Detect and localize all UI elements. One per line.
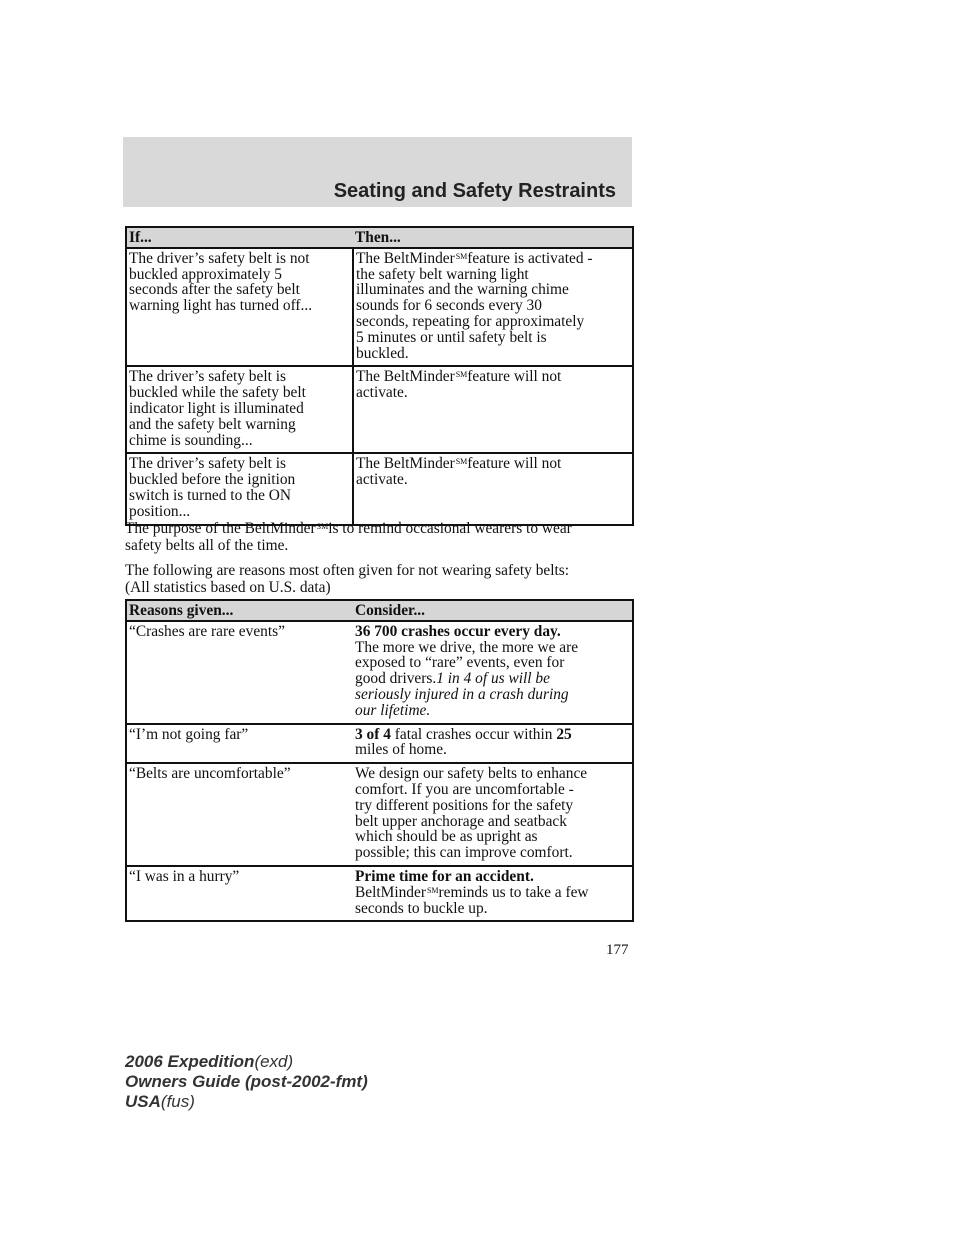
- condition-cell: [126, 366, 353, 453]
- beltminder-text: The BeltMinder: [356, 368, 455, 386]
- consider-cell: [353, 866, 633, 921]
- cell-line: warning light has turned off...: [129, 297, 313, 315]
- paragraph-line: [125, 520, 635, 537]
- cell-line: seconds after the safety belt: [129, 281, 300, 299]
- reason-cell: [126, 866, 353, 921]
- cell-text: fatal crashes occur within: [394, 725, 553, 743]
- table-row: [126, 763, 633, 866]
- beltminder-conditions-table: [125, 226, 634, 526]
- beltminder-text: The BeltMinder: [356, 249, 455, 267]
- reasons-intro-paragraph: [125, 562, 635, 597]
- cell-line: The driver’s safety belt is not: [129, 249, 310, 267]
- cell-line: and the safety belt warning: [129, 415, 296, 433]
- footer-code: (exd): [254, 1052, 294, 1071]
- service-mark: SM: [455, 370, 468, 380]
- column-header-reasons: Reasons given...: [126, 600, 353, 621]
- footer-guide: Owners Guide (post-2002-fmt): [125, 1072, 368, 1091]
- cell-line: We design our safety belts to enhance: [355, 765, 588, 783]
- cell-line: [355, 885, 628, 901]
- cell-line: try different positions for the safety: [355, 796, 574, 814]
- footer-model: 2006 Expedition: [125, 1052, 255, 1071]
- cell-line: “I’m not going far”: [129, 725, 249, 743]
- beltminder-text: BeltMinder: [355, 883, 426, 901]
- reason-cell: [126, 621, 353, 724]
- footer-line: [125, 1092, 368, 1112]
- cell-line: The more we drive, the more we are: [355, 638, 579, 656]
- condition-cell: [126, 453, 353, 524]
- table-row: [126, 366, 633, 453]
- cell-line: indicator light is illuminated: [129, 399, 304, 417]
- cell-line: chime is sounding...: [129, 431, 253, 449]
- paragraph-line: (All statistics based on U.S. data): [125, 579, 331, 597]
- result-cell: [353, 453, 633, 524]
- cell-line: [355, 671, 628, 687]
- service-mark: SM: [316, 522, 329, 531]
- consider-cell: [353, 621, 633, 724]
- beltminder-text: The BeltMinder: [356, 455, 455, 473]
- cell-line: belt upper anchorage and seatback: [355, 812, 567, 830]
- cell-line: exposed to “rare” events, even for: [355, 654, 565, 672]
- cell-line: [355, 727, 628, 743]
- column-header-consider: Consider...: [353, 600, 633, 621]
- paragraph-text: is to remind occasional wearers to wear: [328, 520, 572, 537]
- column-header-then: Then...: [353, 227, 633, 248]
- reasons-table: [125, 599, 634, 922]
- reason-cell: [126, 763, 353, 866]
- cell-line: “Belts are uncomfortable”: [129, 765, 291, 783]
- cell-line: seconds to buckle up.: [355, 899, 488, 917]
- column-header-if: If...: [126, 227, 353, 248]
- cell-bold-text: 3 of 4: [355, 725, 391, 743]
- page-number: 177: [606, 942, 629, 958]
- beltminder-purpose-paragraph: [125, 520, 635, 555]
- cell-line: The driver’s safety belt is: [129, 455, 286, 473]
- cell-line: [356, 251, 628, 267]
- cell-text: feature will not: [467, 455, 562, 473]
- cell-line: “I was in a hurry”: [129, 867, 240, 885]
- service-mark: SM: [455, 251, 468, 261]
- cell-line: seriously injured in a crash during: [355, 685, 569, 703]
- service-mark: SM: [455, 457, 468, 467]
- table-header-row: [126, 600, 633, 621]
- section-header-band: [123, 137, 632, 207]
- cell-line: activate.: [356, 384, 408, 402]
- result-cell: [353, 248, 633, 367]
- footer-line: [125, 1052, 368, 1072]
- cell-text: feature will not: [467, 368, 562, 386]
- consider-cell: [353, 763, 633, 866]
- cell-line: position...: [129, 502, 191, 520]
- paragraph-text: The purpose of the BeltMinder: [125, 520, 316, 537]
- footer-line: [125, 1072, 368, 1092]
- cell-line: [356, 369, 628, 385]
- table-row: [126, 724, 633, 764]
- cell-line: which should be as upright as: [355, 828, 538, 846]
- cell-line: buckled approximately 5: [129, 265, 283, 283]
- cell-bold-text: 25: [556, 725, 572, 743]
- cell-line: 5 minutes or until safety belt is: [356, 328, 547, 346]
- cell-line: [356, 456, 628, 472]
- table-row: [126, 248, 633, 367]
- table-row: [126, 866, 633, 921]
- cell-line: sounds for 6 seconds every 30: [356, 297, 542, 315]
- cell-line: buckled.: [356, 344, 409, 362]
- footer-market: USA: [125, 1092, 161, 1111]
- section-title: Seating and Safety Restraints: [333, 180, 616, 202]
- cell-line: Prime time for an accident.: [355, 867, 534, 885]
- paragraph-line: The following are reasons most often given for not wearing safety belts:: [125, 562, 570, 579]
- paragraph-line: safety belts all of the time.: [125, 537, 289, 555]
- footer-code: (fus): [160, 1092, 195, 1111]
- cell-italic-text: 1 in 4 of us will be: [436, 670, 550, 688]
- cell-line: “Crashes are rare events”: [129, 622, 285, 640]
- cell-line: the safety belt warning light: [356, 265, 529, 283]
- cell-line: switch is turned to the ON: [129, 486, 292, 504]
- cell-line: buckled while the safety belt: [129, 384, 306, 402]
- cell-line: buckled before the ignition: [129, 471, 296, 489]
- cell-line: The driver’s safety belt is: [129, 368, 286, 386]
- cell-line: our lifetime.: [355, 701, 431, 719]
- table-header-row: [126, 227, 633, 248]
- cell-line: miles of home.: [355, 741, 447, 759]
- cell-line: illuminates and the warning chime: [356, 281, 569, 299]
- cell-text: good drivers.: [355, 670, 437, 688]
- cell-line: comfort. If you are uncomfortable -: [355, 780, 574, 798]
- condition-cell: [126, 248, 353, 367]
- result-cell: [353, 366, 633, 453]
- service-mark: SM: [426, 885, 439, 895]
- table-row: [126, 621, 633, 724]
- table-row: [126, 453, 633, 524]
- document-footer: [125, 1052, 368, 1112]
- cell-text: feature is activated -: [467, 249, 593, 267]
- cell-line: 36 700 crashes occur every day.: [355, 622, 561, 640]
- cell-text: reminds us to take a few: [438, 883, 589, 901]
- cell-line: activate.: [356, 471, 408, 489]
- cell-line: seconds, repeating for approximately: [356, 312, 585, 330]
- reason-cell: [126, 724, 353, 764]
- cell-line: possible; this can improve comfort.: [355, 844, 573, 862]
- consider-cell: [353, 724, 633, 764]
